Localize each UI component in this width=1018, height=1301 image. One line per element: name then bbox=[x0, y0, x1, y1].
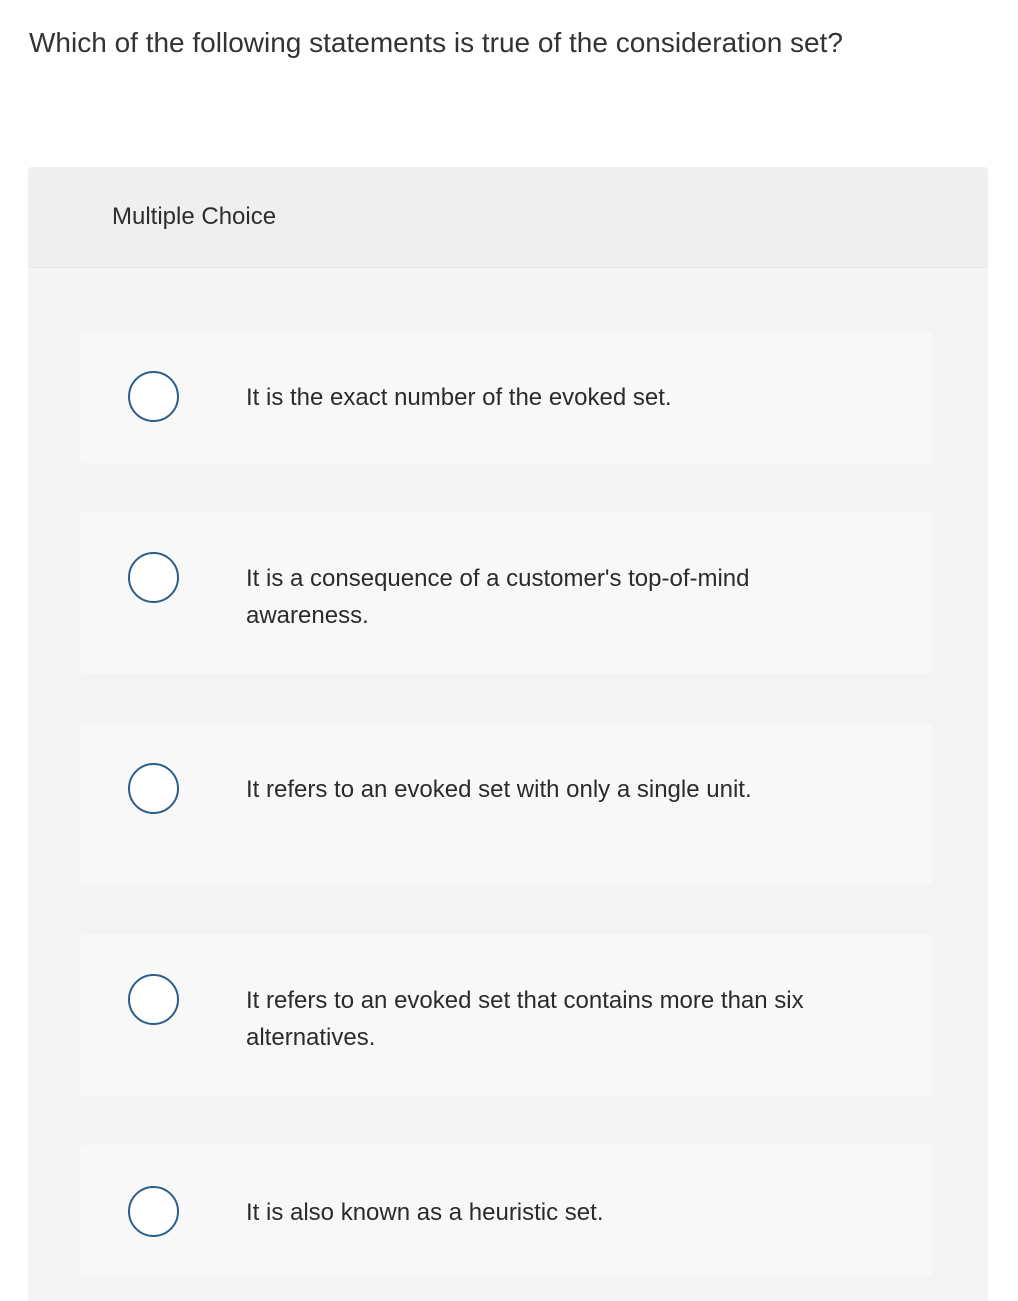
radio-button-icon[interactable] bbox=[128, 763, 179, 814]
answer-option-4[interactable] bbox=[80, 934, 932, 1096]
answer-option-5[interactable] bbox=[80, 1145, 932, 1277]
panel-title: Multiple Choice bbox=[112, 203, 277, 230]
radio-button-icon[interactable] bbox=[128, 974, 179, 1025]
answer-option-label: It refers to an evoked set that contains more than six alternatives. bbox=[246, 987, 804, 1051]
question-text: Which of the following statements is true of the consideration set? bbox=[29, 27, 843, 58]
answer-option-label: It is also known as a heuristic set. bbox=[246, 1199, 604, 1226]
answer-option-3[interactable] bbox=[80, 723, 932, 885]
multiple-choice-panel bbox=[28, 167, 988, 1301]
radio-button-icon[interactable] bbox=[128, 552, 179, 603]
answer-option-2[interactable] bbox=[80, 512, 932, 674]
radio-button-icon[interactable] bbox=[128, 371, 179, 422]
answer-option-label: It is the exact number of the evoked set. bbox=[246, 384, 672, 411]
radio-button-icon[interactable] bbox=[128, 1186, 179, 1237]
answer-option-1[interactable] bbox=[80, 331, 932, 463]
panel-header bbox=[28, 167, 988, 268]
answer-option-label: It is a consequence of a customer's top-of-mind awareness. bbox=[246, 565, 750, 629]
answer-option-label: It refers to an evoked set with only a single unit. bbox=[246, 776, 752, 803]
